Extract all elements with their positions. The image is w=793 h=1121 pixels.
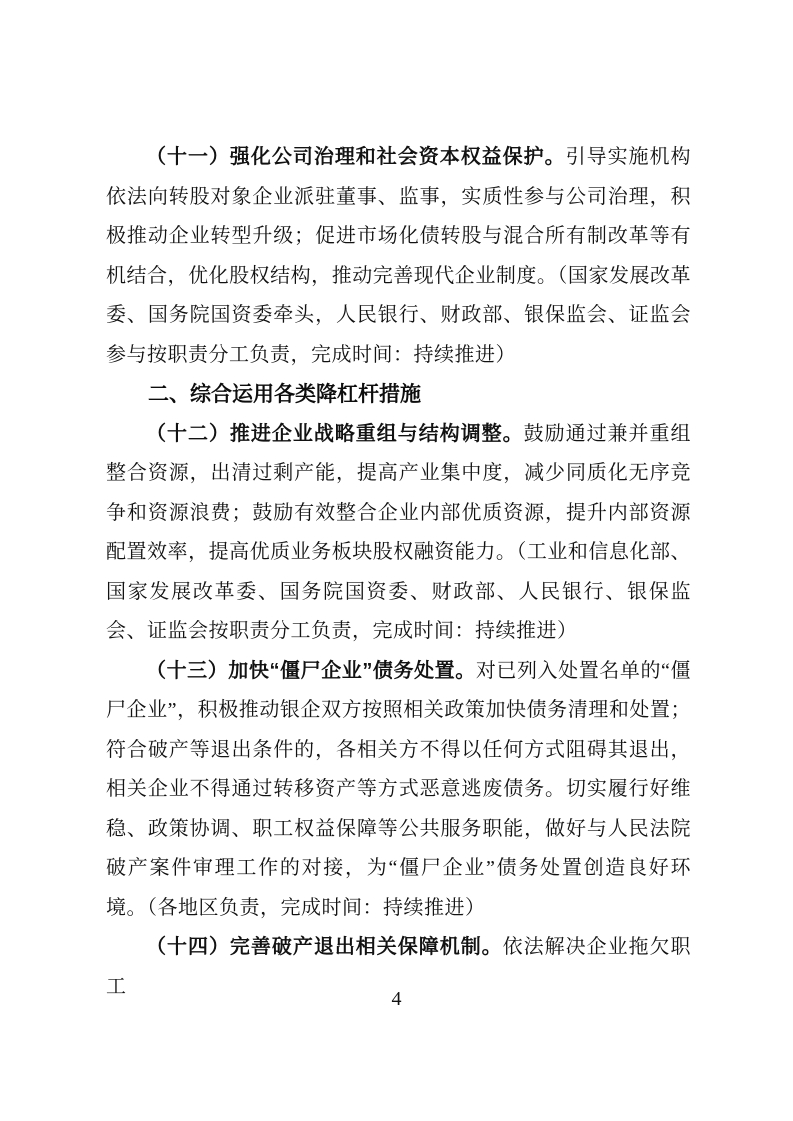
paragraph-item-13: [106, 652, 691, 929]
item-12-body: 鼓励通过兼并重组整合资源，出清过剩产能，提高产业集中度，减少同质化无序竞争和资源浪费；鼓励有效整合企业内部优质资源，提升内部资源配置效率，提高优质业务板块股权融资能力。: [106, 422, 692, 563]
item-14-body: 依法解决企业拖欠职工: [106, 936, 692, 998]
document-body: [106, 138, 691, 1007]
page-number: 4: [391, 988, 402, 1010]
item-12-responsibility: （工业和信息化部、国家发展改革委、国务院国资委、财政部、人民银行、银保监会、证监会按职责分工负责，完成时间：持续推进）: [106, 541, 692, 642]
item-13-body: 对已列入处置名单的“僵尸企业”，积极推动银企双方按照相关政策加快债务清理和处置；符合破产等退出条件的，各相关方不得以任何方式阻碍其退出，相关企业不得通过转移资产等方式恶意逃废债务。切实履行好维稳、政策协调、职工权益保障等公共服务职能，做好与人民法院破产案件审理工作的对接，为“僵尸企业”债务处置创造良好环境。: [106, 659, 691, 919]
item-11-lead: （十一）强化公司治理和社会资本权益保护。: [146, 146, 566, 168]
paragraph-item-11: [106, 138, 691, 375]
paragraph-item-12: [106, 415, 691, 652]
item-11-body: 引导实施机构依法向转股对象企业派驻董事、监事，实质性参与公司治理，积极推动企业转型升级；促进市场化债转股与混合所有制改革等有机结合，优化股权结构，推动完善现代企业制度。: [106, 146, 692, 287]
item-13-responsibility: （各地区负责，完成时间：持续推进）: [147, 896, 486, 919]
item-12-lead: （十二）推进企业战略重组与结构调整。: [146, 422, 524, 445]
item-14-lead: （十四）完善破产退出相关保障机制。: [146, 936, 503, 958]
item-11-responsibility: （国家发展改革委、国务院国资委牵头，人民银行、财政部、银保监会、证监会参与按职责分工负责，完成时间：持续推进）: [106, 264, 692, 366]
section-heading-2: 二、综合运用各类降杠杆措施: [148, 383, 421, 406]
item-13-lead: （十三）加快“僵尸企业”债务处置。: [146, 659, 476, 682]
